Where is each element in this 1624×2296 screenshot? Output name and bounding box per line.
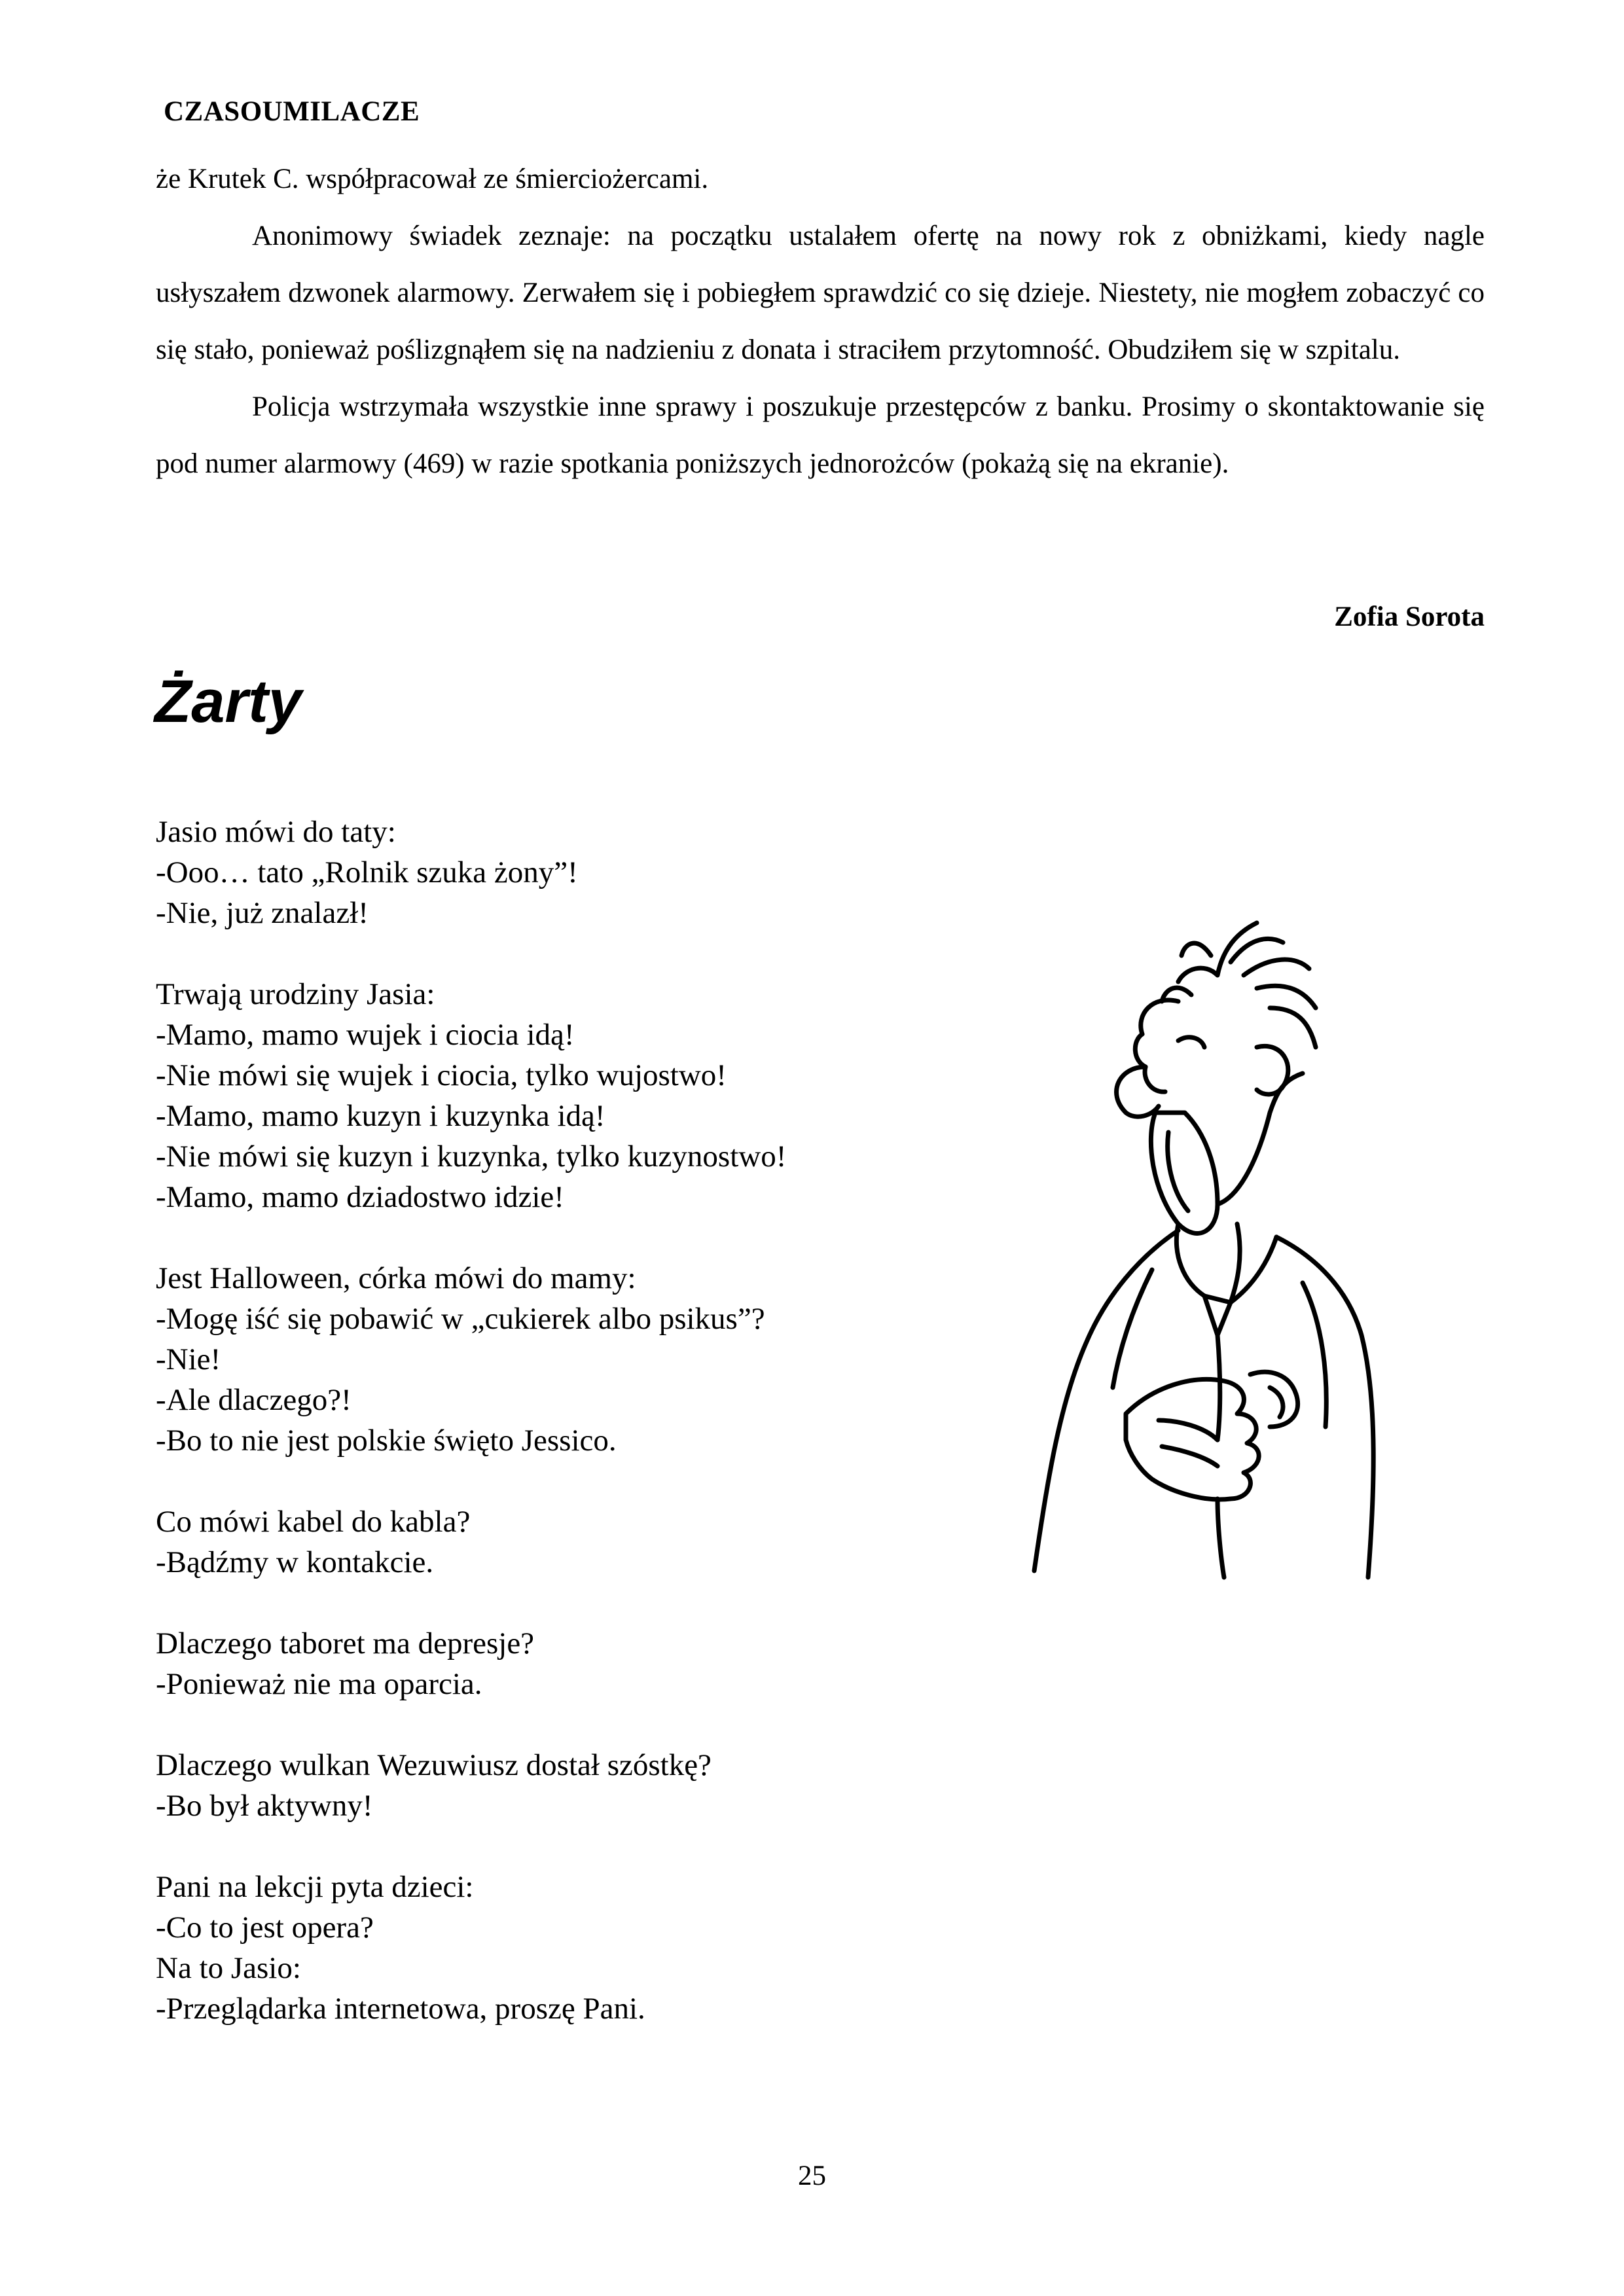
joke-item — [156, 1623, 1007, 1704]
joke-item — [156, 1258, 1007, 1461]
joke-line: -Nie! — [156, 1342, 221, 1376]
article-paragraph: Policja wstrzymała wszystkie inne sprawy i poszukuje przestępców z banku. Prosimy o skontaktowanie się pod numer alarmowy (469) w razie spotkania poniższych jednorożców (pokażą się na ekranie). — [156, 391, 1485, 479]
joke-line: -Nie mówi się wujek i ciocia, tylko wujostwo! — [156, 1058, 727, 1092]
joke-item — [156, 1501, 1007, 1583]
page-number: 25 — [798, 2161, 826, 2191]
joke-line: -Mamo, mamo wujek i ciocia idą! — [156, 1018, 575, 1052]
joke-line: -Bo to nie jest polskie święto Jessico. — [156, 1424, 617, 1458]
joke-line: Jasio mówi do taty: — [156, 815, 396, 849]
joke-line: Jest Halloween, córka mówi do mamy: — [156, 1261, 636, 1295]
joke-line: -Ponieważ nie ma oparcia. — [156, 1667, 482, 1701]
joke-line: -Nie mówi się kuzyn i kuzynka, tylko kuzynostwo! — [156, 1139, 787, 1174]
joke-line: -Mamo, mamo dziadostwo idzie! — [156, 1180, 564, 1214]
joke-line: Co mówi kabel do kabla? — [156, 1505, 471, 1539]
laughing-man-illustration — [1021, 916, 1388, 1584]
joke-line: Na to Jasio: — [156, 1951, 301, 1985]
jokes-list — [156, 812, 1007, 2070]
joke-line: Dlaczego taboret ma depresje? — [156, 1626, 535, 1660]
joke-item — [156, 1745, 1007, 1826]
joke-item — [156, 974, 1007, 1217]
jokes-section-title: Żarty — [154, 668, 302, 735]
joke-line: -Ale dlaczego?! — [156, 1383, 352, 1417]
joke-line: Pani na lekcji pyta dzieci: — [156, 1870, 474, 1904]
article-paragraph: Anonimowy świadek zeznaje: na początku ustalałem ofertę na nowy rok z obniżkami, kiedy nagle usłyszałem dzwonek alarmowy. Zerwałem się i pobiegłem sprawdzić co się dzieje. Niestety, nie mogłem zobaczyć co się stało, ponieważ poślizgnąłem się na nadzieniu z donata i straciłem przytomność. Obudziłem się w szpitalu. — [156, 221, 1485, 365]
article-paragraph: że Krutek C. współpracował ze śmierciożercami. — [156, 164, 709, 194]
joke-line: -Mogę iść się pobawić w „cukierek albo psikus”? — [156, 1302, 765, 1336]
joke-line: -Bądźmy w kontakcie. — [156, 1545, 434, 1579]
joke-line: -Co to jest opera? — [156, 1910, 374, 1945]
joke-item — [156, 812, 1007, 933]
joke-line: -Bo był aktywny! — [156, 1789, 373, 1823]
joke-line: -Nie, już znalazł! — [156, 896, 369, 930]
article-body — [156, 151, 1485, 492]
joke-line: -Ooo… tato „Rolnik szuka żony”! — [156, 855, 578, 889]
joke-line: Dlaczego wulkan Wezuwiusz dostał szóstkę? — [156, 1748, 712, 1782]
joke-line: -Mamo, mamo kuzyn i kuzynka idą! — [156, 1099, 605, 1133]
article-author: Zofia Sorota — [1334, 601, 1485, 632]
section-header: CZASOUMILACZE — [164, 96, 420, 127]
joke-item — [156, 1867, 1007, 2029]
joke-line: -Przeglądarka internetowa, proszę Pani. — [156, 1992, 645, 2026]
joke-line: Trwają urodziny Jasia: — [156, 977, 435, 1011]
